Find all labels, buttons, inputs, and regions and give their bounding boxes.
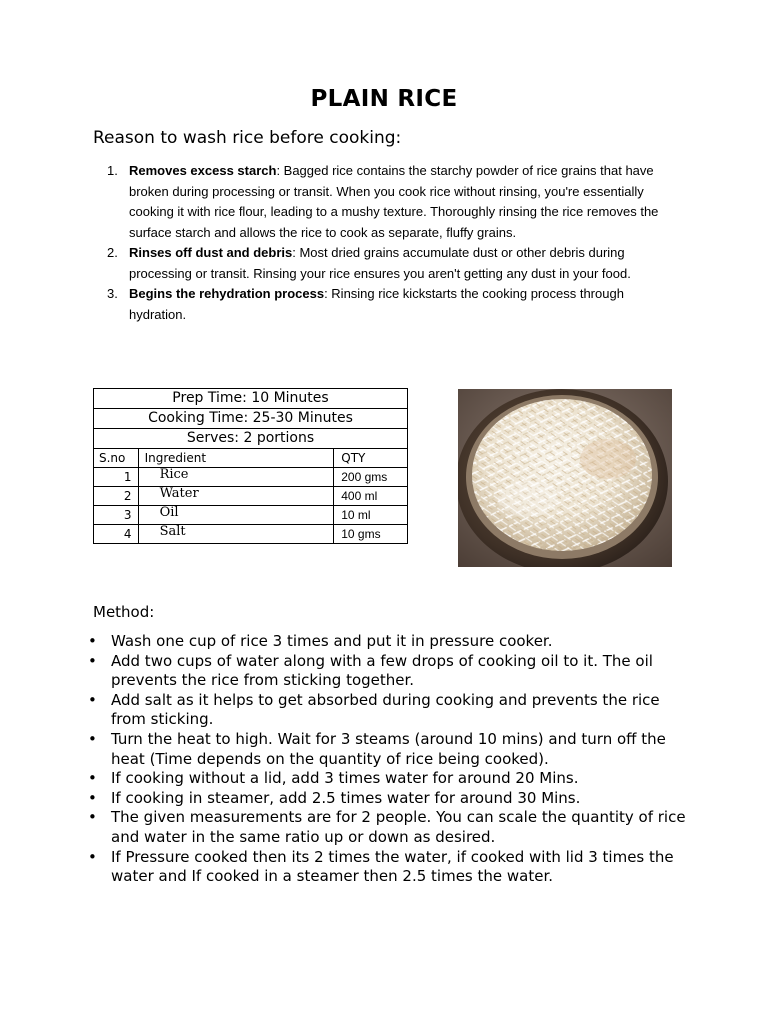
cell-qty: 10 ml xyxy=(334,506,408,525)
bullet-icon: • xyxy=(88,690,97,709)
bullet-icon: • xyxy=(88,729,97,748)
list-item xyxy=(107,284,677,325)
method-step: The given measurements are for 2 people. You can scale the quantity of rice and water in the same ratio up or down as desired. xyxy=(111,808,686,846)
cell-ingredient: Rice xyxy=(138,466,334,485)
header-sno: S.no xyxy=(94,449,139,468)
list-item xyxy=(88,632,688,652)
reason-title: Begins the rehydration process xyxy=(129,286,325,301)
cell-sno: 3 xyxy=(94,506,139,525)
page-title: PLAIN RICE xyxy=(310,86,458,112)
serves: Serves: 2 portions xyxy=(94,429,408,449)
bullet-icon: • xyxy=(88,847,97,866)
table-row xyxy=(94,389,408,409)
reasons-list xyxy=(107,161,677,325)
list-item xyxy=(88,730,688,769)
method-step: If cooking in steamer, add 2.5 times water for around 30 Mins. xyxy=(111,788,581,807)
method-heading: Method: xyxy=(93,603,155,621)
bullet-icon: • xyxy=(88,651,97,670)
table-row xyxy=(94,525,408,544)
bullet-icon: • xyxy=(88,632,97,650)
reason-title: Removes excess starch xyxy=(129,163,277,178)
recipe-info-table xyxy=(93,388,408,544)
list-item xyxy=(88,652,688,691)
list-number: 1. xyxy=(107,163,118,178)
list-item xyxy=(88,808,688,847)
list-number: 3. xyxy=(107,286,118,301)
cell-qty: 400 ml xyxy=(334,487,408,506)
list-item xyxy=(107,243,677,284)
method-step: Add salt as it helps to get absorbed during cooking and prevents the rice from sticking. xyxy=(111,690,660,729)
cell-sno: 2 xyxy=(94,487,139,506)
list-item xyxy=(107,161,677,243)
cell-sno: 1 xyxy=(94,468,139,487)
method-list xyxy=(88,632,688,887)
method-step: If cooking without a lid, add 3 times water for around 20 Mins. xyxy=(111,769,579,788)
bullet-icon: • xyxy=(88,788,97,807)
reason-text: : Rinsing rice kickstarts the cooking process through hydration. xyxy=(129,286,624,322)
cell-sno: 4 xyxy=(94,525,139,544)
list-item xyxy=(88,691,688,730)
method-step: If Pressure cooked then its 2 times the water, if cooked with lid 3 times the water and If cooked in a steamer then 2.5 times the water. xyxy=(111,847,674,886)
list-item xyxy=(88,848,688,887)
cell-qty: 200 gms xyxy=(334,468,408,487)
bullet-icon: • xyxy=(88,769,97,788)
table-row xyxy=(94,429,408,449)
cell-ingredient: Water xyxy=(138,485,334,504)
header-qty: QTY xyxy=(334,449,408,468)
cooking-time: Cooking Time: 25-30 Minutes xyxy=(94,409,408,429)
rice-bowl-photo xyxy=(458,389,672,567)
reason-title: Rinses off dust and debris xyxy=(129,245,293,260)
reason-heading: Reason to wash rice before cooking: xyxy=(93,128,402,148)
method-step: Turn the heat to high. Wait for 3 steams (around 10 mins) and turn off the heat (Time depends on the quantity of rice being cooked). xyxy=(111,729,666,768)
list-item xyxy=(88,769,688,789)
cell-ingredient: Salt xyxy=(138,523,334,542)
list-item xyxy=(88,789,688,809)
method-step: Add two cups of water along with a few drops of cooking oil to it. The oil prevents the rice from sticking together. xyxy=(111,651,653,690)
bullet-icon: • xyxy=(88,808,97,827)
reason-text: : Most dried grains accumulate dust or other debris during processing or transit. Rinsing your rice ensures you aren't getting any dust in your food. xyxy=(129,245,631,281)
table-row xyxy=(94,409,408,429)
prep-time: Prep Time: 10 Minutes xyxy=(94,389,408,409)
cell-qty: 10 gms xyxy=(334,525,408,544)
header-ingredient: Ingredient xyxy=(138,449,334,468)
method-step: Wash one cup of rice 3 times and put it in pressure cooker. xyxy=(111,632,553,650)
rice-bowl-image xyxy=(458,389,672,567)
reason-text: : Bagged rice contains the starchy powder of rice grains that have broken during processing or transit. When you cook rice without rinsing, you're essentially cooking it with rice flour, leading to a mushy texture. Thoroughly rinsing the rice removes the surface starch and allows the rice to cook as separate, fluffy grains. xyxy=(129,163,659,240)
list-number: 2. xyxy=(107,245,118,260)
cell-ingredient: Oil xyxy=(138,504,334,523)
